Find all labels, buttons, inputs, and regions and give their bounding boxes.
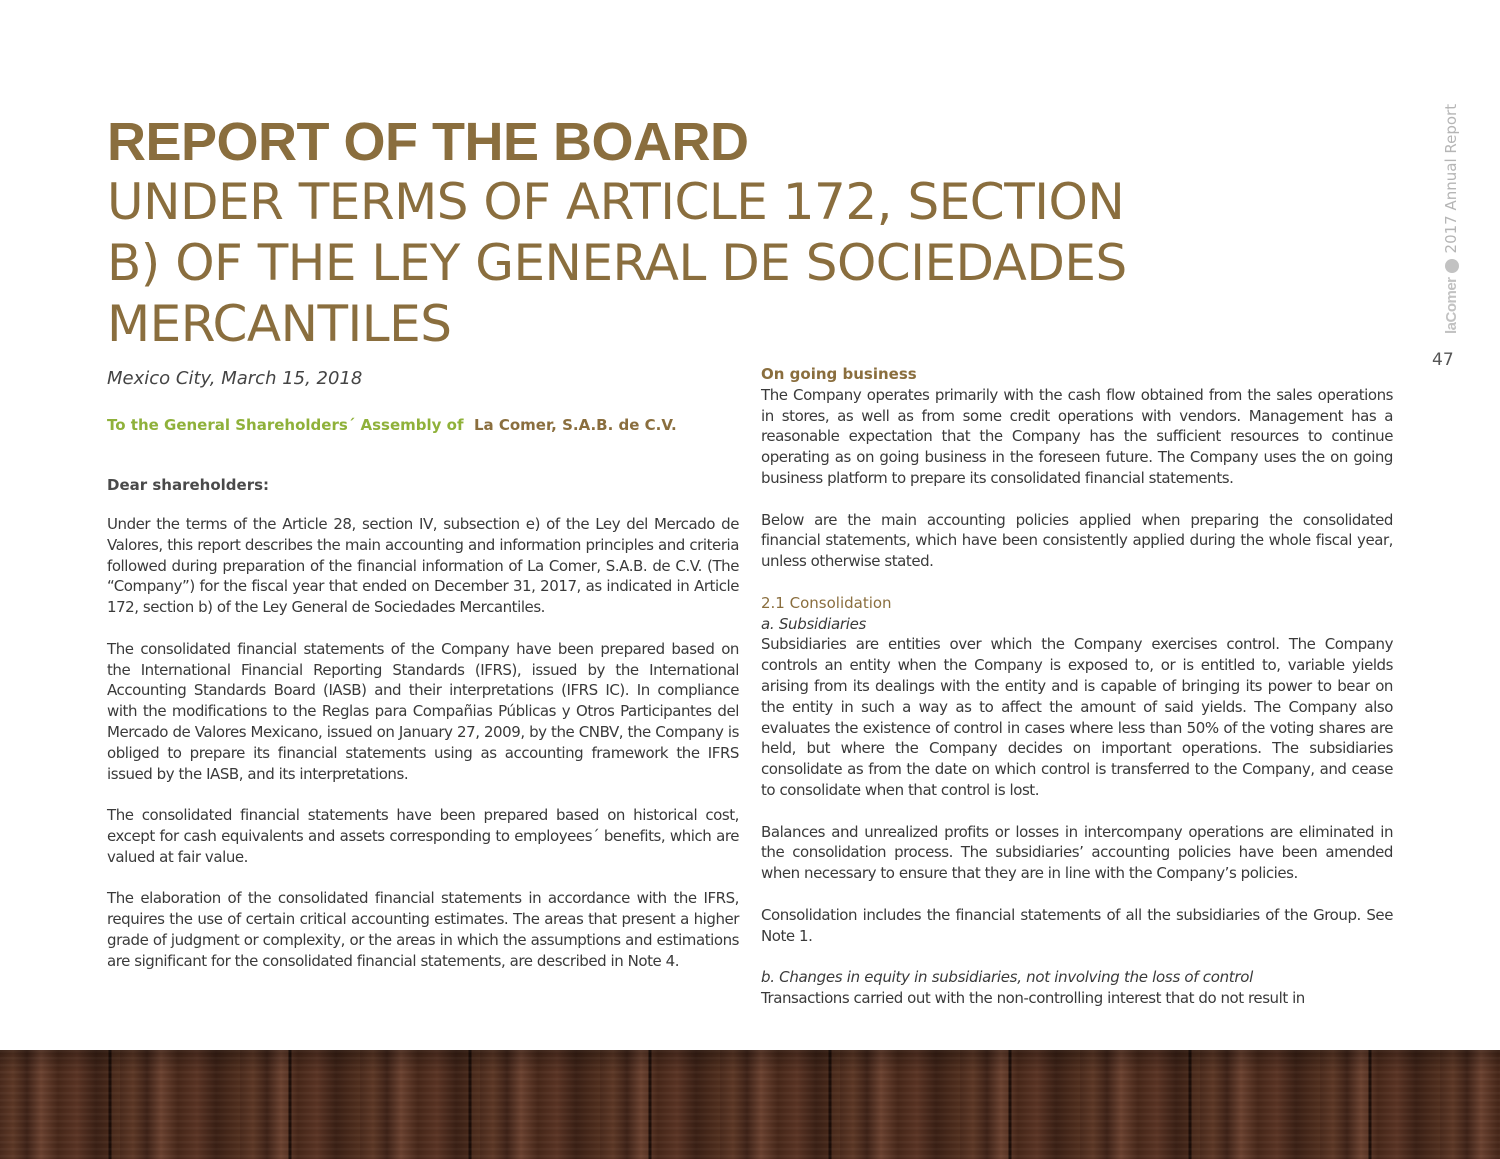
- body-paragraph: The consolidated financial statements of the Company have been prepared based on the International Financial Reporting Standards (IFRS), issued by the International Accounting Standards Board (IASB) and their interpretations (IFRS IC). In compliance with the modifications to the Reglas para Compañias Públicas y Otros Participantes del Mercado de Valores Mexicano, issued on January 27, 2009, by the CNBV, the Company is obliged to prepare its financial statements using as accounting framework the IFRS issued by the IASB, and its interpretations.: [107, 639, 739, 783]
- report-subtitle-line-2: B) OF THE LEY GENERAL DE SOCIEDADES: [107, 234, 1127, 292]
- page-number: 47: [1432, 350, 1454, 370]
- body-paragraph: Consolidation includes the financial statements of all the subsidiaries of the Group. See Note 1.: [761, 905, 1393, 945]
- addressee-prefix: To the General Shareholders´ Assembly of: [107, 416, 464, 434]
- body-paragraph: The Company operates primarily with the cash flow obtained from the sales operations in stores, as well as from some credit operations with vendors. Management has a reasonable expectation that the Company has the sufficient resources to continue operating as on going business in the foreseen future. The Company uses the on going business platform to prepare its consolidated financial statements.: [761, 385, 1393, 487]
- wood-footer-band: [0, 1050, 1500, 1159]
- right-column: [761, 364, 1393, 1009]
- report-title: REPORT OF THE BOARD: [107, 112, 749, 172]
- report-subtitle-line-3: MERCANTILES: [107, 295, 452, 353]
- body-paragraph: The consolidated financial statements have been prepared based on historical cost, except for cash equivalents and assets corresponding to employees´ benefits, which are valued at fair value.: [107, 806, 739, 866]
- report-subtitle-line-1: UNDER TERMS OF ARTICLE 172, SECTION: [107, 173, 1125, 231]
- addressee-company: La Comer, S.A.B. de C.V.: [473, 416, 677, 434]
- section-heading-consolidation: 2.1 Consolidation: [761, 593, 892, 612]
- section-heading-ongoing: On going business: [761, 365, 917, 383]
- body-paragraph: The elaboration of the consolidated financial statements in accordance with the IFRS, requires the use of certain critical accounting estimates. The areas that present a higher grade of judgment or complexity, or the areas in which the assumptions and estimations are significant for the consolidated financial statements, are described in Note 4.: [107, 889, 739, 970]
- left-column: [107, 368, 739, 992]
- brand-logo: laComer: [1443, 277, 1460, 334]
- subsection-heading-subsidiaries: a. Subsidiaries: [761, 614, 867, 633]
- subsection-heading-changes: b. Changes in equity in subsidiaries, not involving the loss of control: [761, 968, 1253, 987]
- salutation: Dear shareholders:: [107, 476, 270, 494]
- body-paragraph: Under the terms of the Article 28, section IV, subsection e) of the Ley del Mercado de Valores, this report describes the main accounting and information principles and criteria followed during preparation of the financial information of La Comer, S.A.B. de C.V. (The “Company”) for the fiscal year that ended on December 31, 2017, as indicated in Article 172, section b) of the Ley General de Sociedades Mercantiles.: [107, 515, 739, 617]
- brand-logo-icon: [1445, 259, 1459, 273]
- running-header: [1443, 64, 1459, 334]
- body-paragraph: Subsidiaries are entities over which the Company exercises control. The Company controls an entity when the Company is exposed to, or is entitled to, variable yields arising from its dealings with the entity and is capable of bringing its power to bear on the entity in such a way as to affect the amount of said yields. The Company also evaluates the existence of control in cases where less than 50% of the voting shares are held, but where the Company decides on important operations. The subsidiaries consolidate as from the date on which control is transferred to the Company, and cease to consolidate when that control is lost.: [761, 635, 1393, 799]
- annual-report-label: 2017 Annual Report: [1442, 103, 1460, 254]
- addressee: [107, 416, 739, 434]
- body-paragraph: Balances and unrealized profits or losses in intercompany operations are eliminated in the consolidation process. The subsidiaries’ accounting policies have been amended when necessary to ensure that they are in line with the Company’s policies.: [761, 822, 1393, 883]
- report-title-block: [107, 112, 1267, 355]
- dateline: Mexico City, March 15, 2018: [107, 368, 363, 389]
- body-paragraph: Below are the main accounting policies applied when preparing the consolidated financial statements, which have been consistently applied during the whole fiscal year, unless otherwise stated.: [761, 510, 1393, 571]
- body-paragraph: Transactions carried out with the non-controlling interest that do not result in: [761, 988, 1305, 1007]
